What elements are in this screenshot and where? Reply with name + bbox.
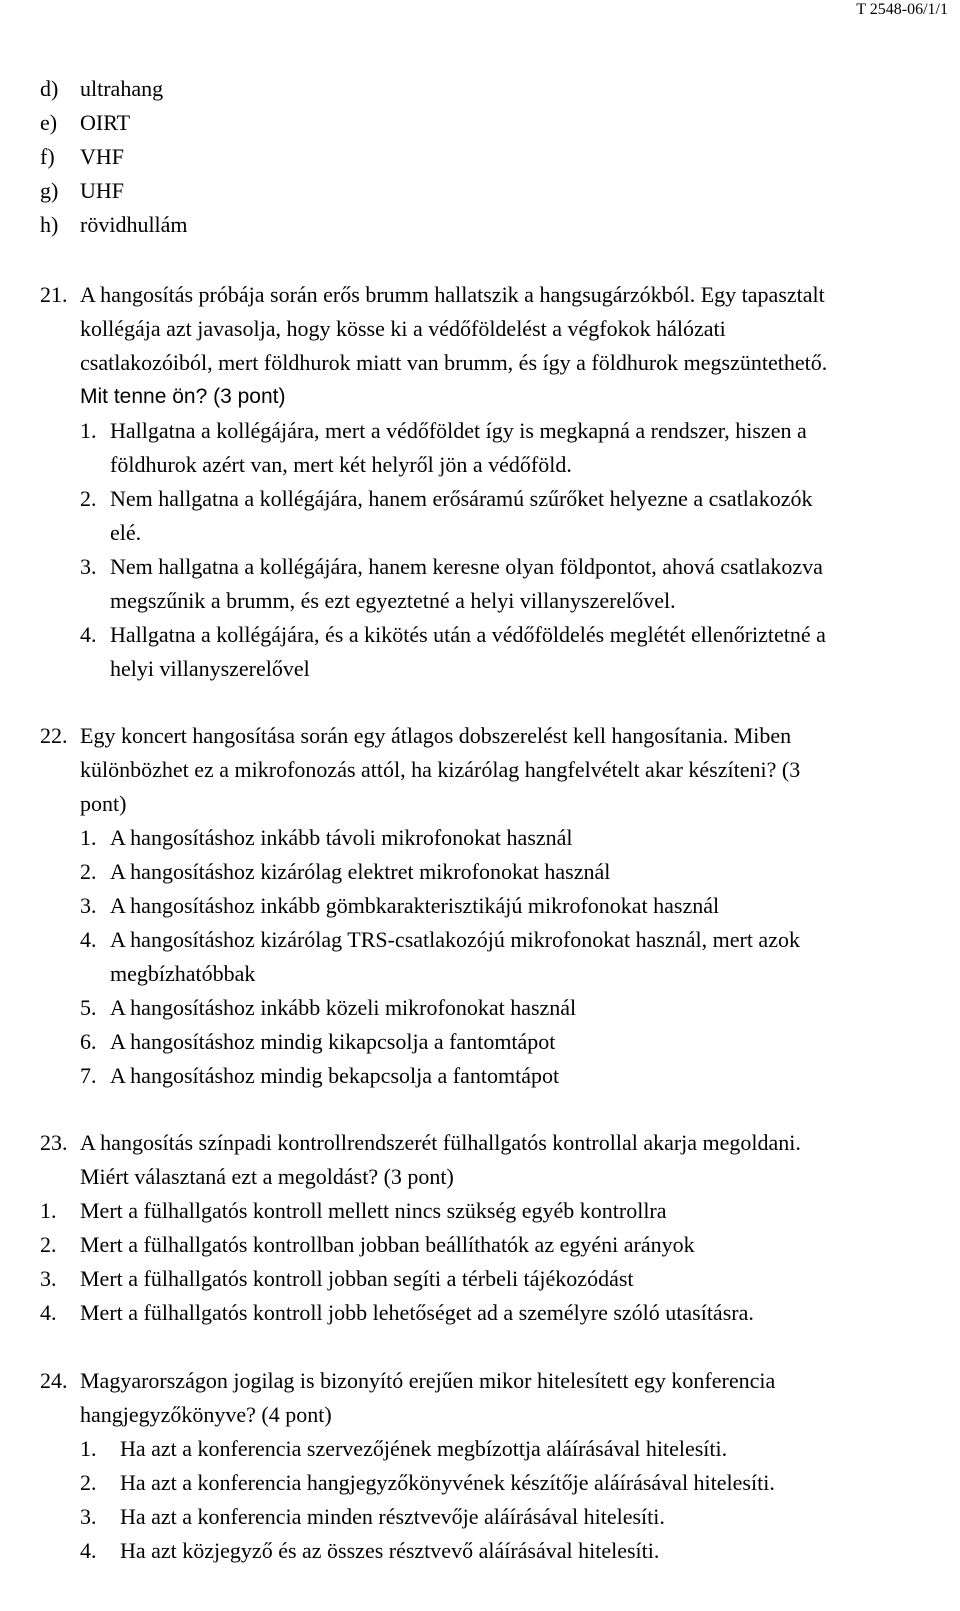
question-number: 22. bbox=[40, 723, 68, 748]
question-number: 23. bbox=[40, 1130, 68, 1155]
page-code: T 2548-06/1/1 bbox=[856, 1, 948, 18]
question-number: 21. bbox=[40, 282, 68, 307]
question-number: 24. bbox=[40, 1368, 68, 1393]
